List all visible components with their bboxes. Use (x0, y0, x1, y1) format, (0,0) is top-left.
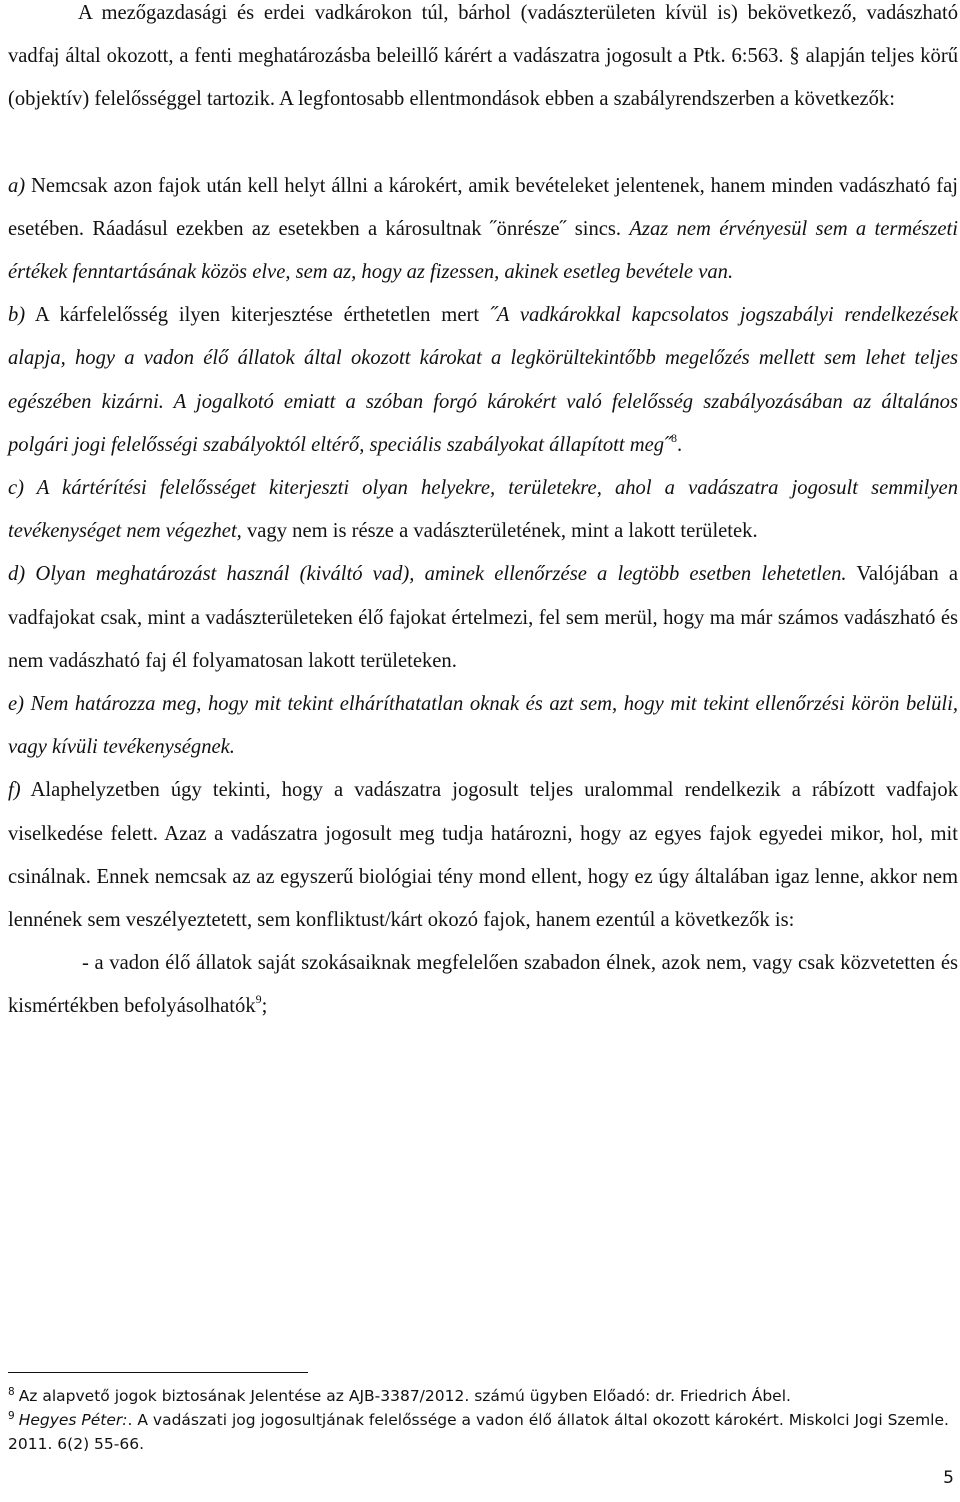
point-e-italic: e) Nem határozza meg, hogy mit tekint elháríthatatlan oknak és azt sem, hogy mit tekint ellenőrzési körön belüli, vagy kívüli tevékenységnek. (8, 693, 958, 759)
point-d-italic: d) Olyan meghatározást használ (kiváltó vad), aminek ellenőrzése a legtöbb esetben lehetetlen. (8, 563, 847, 586)
footnote-8 (8, 1384, 958, 1408)
point-f-text: Alaphelyzetben úgy tekinti, hogy a vadászatra jogosult teljes uralommal rendelkezik a rábízott vadfajok viselkedése felett. Azaz a vadászatra jogosult meg tudja határozni, hogy az egyes fajok egyedei mikor, hol, mit csinálnak. Ennek nemcsak az az egyszerű biológiai tény mond ellent, hogy ez úgy általában igaz lenne, akkor nem lennének sem veszélyeztetett, sem konfliktust/kárt okozó fajok, hanem ezentúl a következők is: (8, 779, 958, 932)
point-b-text: A kárfelelősség ilyen kiterjesztése érthetetlen mert (25, 304, 490, 327)
point-d-paragraph (8, 553, 958, 683)
point-a-italic: Azaz nem érvényesül sem a természeti értékek fenntartásának közös elve, sem az, hogy az fizessen, akinek esetleg bevétele van. (8, 217, 958, 284)
footnote-8-mark: 8 (8, 1386, 15, 1398)
point-c-paragraph (8, 467, 958, 553)
footnote-9-author: Hegyes Péter: (18, 1411, 128, 1429)
point-a-text: Nemcsak azon fajok után kell helyt állni a károkért, amik bevételeket jelentenek, hanem minden vadászható faj esetében. Ráadásul ezekben az esetekben a károsultnak ˝önrésze˝ sincs. (8, 174, 958, 240)
point-b-quote: ˝A vadkárokkal kapcsolatos jogszabályi rendelkezések alapja, hogy a vadon élő állatok által okozott károkat a legkörültekintőbb megelőzés mellett sem lehet teljes egészében kizárni. A jogalkotó emiatt a szóban forgó károkért való felelősség szabályozásában az általános polgári jogi felelősségi szabályoktól eltérő, speciális szabályokat állapított meg˝ (8, 304, 958, 456)
dash-list-item (8, 942, 958, 1028)
point-b-paragraph (8, 294, 958, 467)
dash-text: - a vadon élő állatok saját szokásaiknak megfelelően szabadon élnek, azok nem, vagy csak közvetetten és kismértékben befolyásolhatók (8, 952, 958, 1018)
footnote-9 (8, 1408, 958, 1456)
point-b-label: b) (8, 304, 26, 327)
point-f-paragraph (8, 769, 958, 942)
point-b-end: . (676, 433, 683, 456)
footnote-separator (8, 1372, 308, 1373)
intro-paragraph: A mezőgazdasági és erdei vadkárokon túl, bárhol (vadászterületen kívül is) bekövetkező, vadászható vadfaj által okozott, a fenti meghatározásba beleillő kárért a vadászatra jogosult a Ptk. 6:563. § alapján teljes körű (objektív) felelősséggel tartozik. A legfontosabb ellentmondások ebben a szabályrendszerben a következők: (8, 2, 958, 111)
paragraph-gap (8, 122, 958, 165)
body-text (8, 0, 958, 1029)
dash-end: ; (261, 995, 268, 1018)
point-c-italic: c) A kártérítési felelősséget kiterjeszti olyan helyekre, területekre, ahol a vadászatra jogosult semmilyen tevékenységet nem végezhet, (8, 477, 958, 543)
footnote-8-text: Az alapvető jogok biztosának Jelentése az AJB-3387/2012. számú ügyben Előadó: dr. Friedrich Ábel. (18, 1387, 791, 1405)
point-a-paragraph (8, 165, 958, 295)
point-a-label: a) (8, 174, 26, 197)
footnote-ref-9[interactable]: 9 (255, 992, 262, 1007)
point-c-text: vagy nem is része a vadászterületének, mint a lakott területek. (241, 520, 758, 543)
footnotes (8, 1384, 958, 1456)
point-f-label: f) (8, 779, 21, 802)
point-d-text: Valójában a vadfajokat csak, mint a vadászterületeken élő fajokat értelmezi, fel sem merül, hogy ma már számos vadászható és nem vadászható faj él folyamatosan lakott területeken. (8, 563, 958, 672)
page-number: 5 (943, 1468, 954, 1488)
point-e-paragraph (8, 683, 958, 769)
footnote-9-text: . A vadászati jog jogosultjának felelőssége a vadon élő állatok által okozott károkért. Miskolci Jogi Szemle. 2011. 6(2) 55-66. (8, 1411, 949, 1453)
footnote-ref-8[interactable]: 8 (670, 430, 677, 445)
footnote-9-mark: 9 (8, 1410, 15, 1422)
